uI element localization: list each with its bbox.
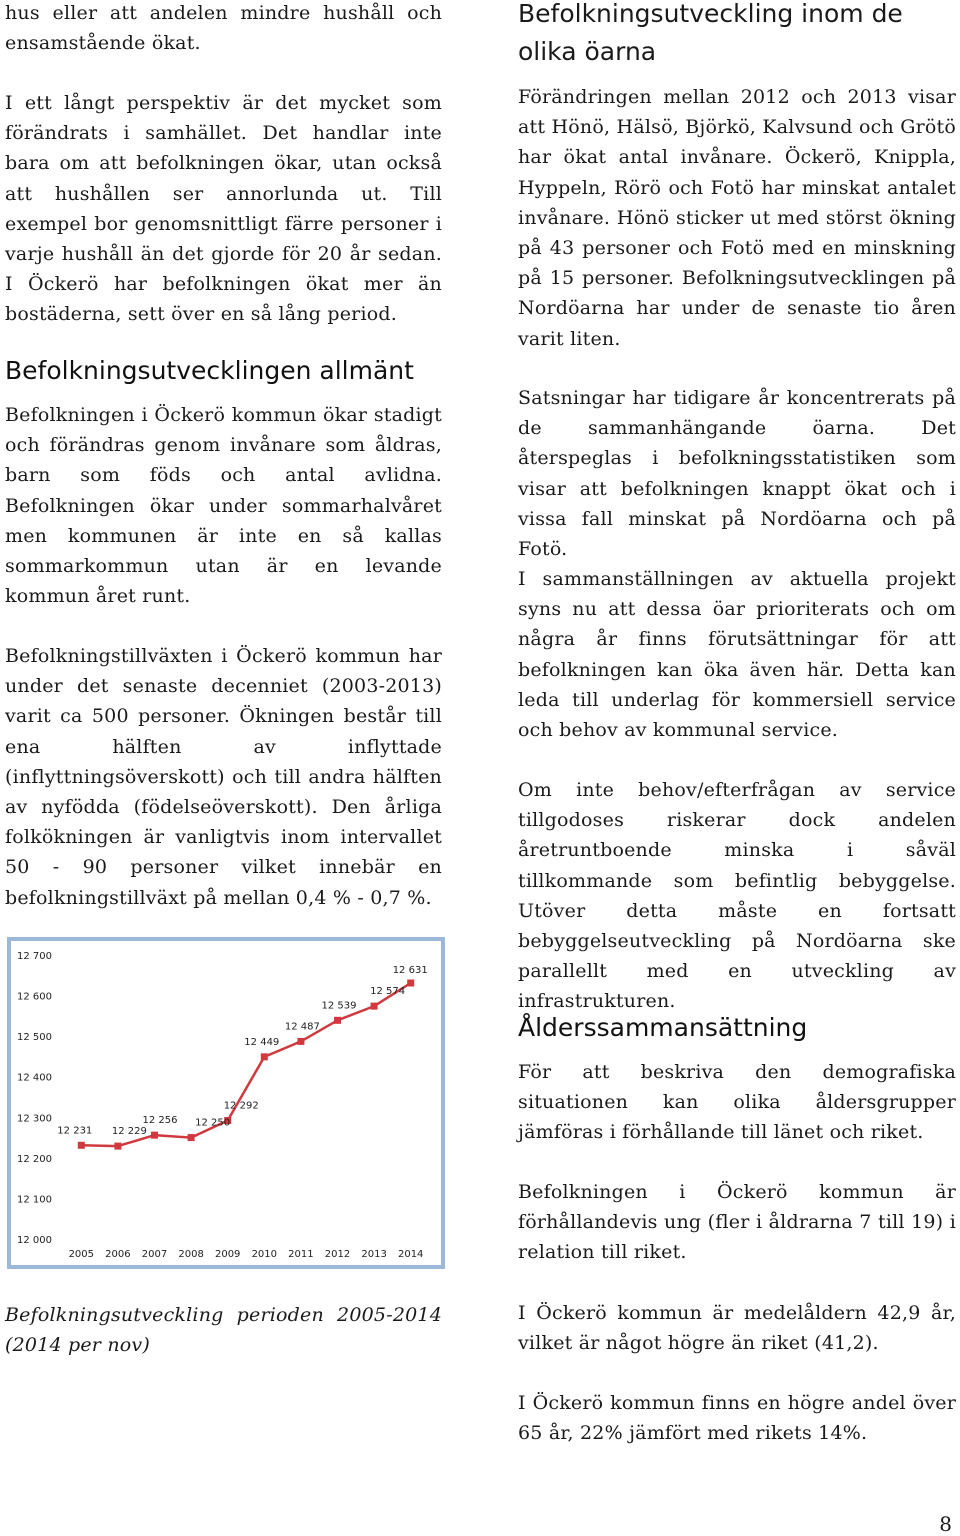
x-tick-label: 2013 <box>361 1249 387 1260</box>
x-tick-label: 2009 <box>214 1249 241 1260</box>
data-label: 12 256 <box>142 1115 178 1127</box>
data-label: 12 574 <box>370 986 406 998</box>
age-paragraph-2: Befolkningen i Öckerö kommun är förhållandevis ung (fler i åldrarna 7 till 19) i relation till riket. <box>518 1181 956 1264</box>
x-tick-label: 2005 <box>68 1249 95 1260</box>
y-tick-label: 12 000 <box>17 1235 52 1246</box>
y-tick-label: 12 400 <box>17 1072 52 1084</box>
data-point <box>371 1003 378 1010</box>
section-heading-population: Befolkningsutvecklingen allmänt <box>5 356 414 385</box>
series-line <box>81 983 410 1146</box>
data-point <box>114 1143 121 1150</box>
age-paragraph-3: I Öckerö kommun är medelåldern 42,9 år, vilket är något högre än riket (41,2). <box>518 1302 956 1355</box>
data-label: 12 231 <box>57 1125 93 1137</box>
data-point <box>334 1017 341 1024</box>
y-tick-label: 12 100 <box>17 1194 52 1206</box>
data-label: 12 449 <box>244 1036 280 1048</box>
y-tick-label: 12 500 <box>17 1032 52 1044</box>
x-tick-label: 2014 <box>397 1249 424 1260</box>
section-paragraph-1: Befolkningen i Öckerö kommun ökar stadigt och förändras genom invånare som åldras, barn som föds och antal avlidna. Befolkningen ökar under sommarhalvåret men kommunen är inte en så kallas sommarkommun utan är en levande kommun året runt. <box>5 404 442 608</box>
data-point <box>78 1142 85 1149</box>
data-label: 12 539 <box>321 1000 357 1012</box>
islands-paragraph-4: Om inte behov/efterfrågan av service tillgodoses riskerar dock andelen åretruntboende minska i såväl tillkommande som befintlig bebyggelse. Utöver detta måste en fortsatt bebyggelseutveckling på Nordöarna ske parallellt med en utveckling av infrastrukturen. <box>518 779 956 1013</box>
x-tick-label: 2008 <box>178 1249 204 1260</box>
y-tick-label: 12 300 <box>17 1113 52 1125</box>
population-chart <box>7 937 445 1269</box>
data-point <box>297 1038 304 1045</box>
y-tick-label: 12 700 <box>17 951 52 962</box>
islands-paragraph-3: I sammanställningen av aktuella projekt syns nu att dessa öar prioriterats och om några år finns förutsättningar för att befolkningen kan öka även här. Detta kan leda till underlag för kommersiell service och behov av kommunal service. <box>518 568 956 742</box>
data-point <box>261 1053 268 1060</box>
population-line-chart <box>11 941 441 1265</box>
data-point <box>188 1134 195 1141</box>
y-tick-label: 12 200 <box>17 1153 52 1165</box>
chart-caption: Befolkningsutveckling perioden 2005-2014 (2014 per nov) <box>5 1304 442 1357</box>
data-point <box>407 979 414 986</box>
data-label: 12 229 <box>111 1126 147 1138</box>
x-tick-label: 2007 <box>141 1249 168 1260</box>
age-paragraph-4: I Öckerö kommun finns en högre andel över 65 år, 22% jämfört med rikets 14%. <box>518 1392 956 1445</box>
data-label: 12 250 <box>195 1117 231 1129</box>
x-tick-label: 2011 <box>288 1249 314 1260</box>
data-label: 12 631 <box>392 964 428 976</box>
y-tick-label: 12 600 <box>17 991 52 1003</box>
data-point <box>151 1132 158 1139</box>
heading-age-structure: Ålderssammansättning <box>518 1013 808 1042</box>
islands-paragraph-2: Satsningar har tidigare år koncentrerats på de sammanhängande öarna. Det återspeglas i befolkningsstatistiken som visar att befolkningen knappt ökat och i vissa fall minskat på Nordöarna och på Fotö. <box>518 387 956 561</box>
data-label: 12 292 <box>223 1100 259 1112</box>
intro-paragraph-1: hus eller att andelen mindre hushåll och ensamstående ökat. <box>5 2 442 55</box>
page-number: 8 <box>939 1512 952 1536</box>
heading-islands: Befolkningsutveckling inom de olika öarna <box>518 0 903 66</box>
x-tick-label: 2012 <box>324 1249 351 1260</box>
age-paragraph-1: För att beskriva den demografiska situationen kan olika åldersgrupper jämföras i förhållande till länet och riket. <box>518 1061 956 1144</box>
intro-paragraph-2: I ett långt perspektiv är det mycket som förändrats i samhället. Det handlar inte bara om att befolkningen ökar, utan också att hushållen ser annorlunda ut. Till exempel bor genomsnittligt färre personer i varje hushåll än det gjorde för 20 år sedan. I Öckerö har befolkningen ökat mer än bostäderna, sett över en så lång period. <box>5 92 442 326</box>
x-tick-label: 2010 <box>251 1249 278 1260</box>
islands-paragraph-1: Förändringen mellan 2012 och 2013 visar att Hönö, Hälsö, Björkö, Kalvsund och Grötö har ökat antal invånare. Öckerö, Knippla, Hyppeln, Rörö och Fotö har minskat antalet invånare. Hönö sticker ut med störst ökning på 43 personer och Fotö med en minskning på 15 personer. Befolkningsutvecklingen på Nordöarna har under de senaste tio åren varit liten. <box>518 86 956 350</box>
data-label: 12 487 <box>284 1021 320 1033</box>
x-tick-label: 2006 <box>105 1249 131 1260</box>
section-paragraph-2: Befolkningstillväxten i Öckerö kommun har under det senaste decenniet (2003-2013) varit ca 500 personer. Ökningen består till ena hälften av inflyttade (inflyttningsöverskott) och till andra hälften av nyfödda (födelseöverskott). Den årliga folkökningen är vanligtvis inom intervallet 50 - 90 personer vilket innebär en befolkningstillväxt på mellan 0,4 % - 0,7 %. <box>5 645 442 909</box>
